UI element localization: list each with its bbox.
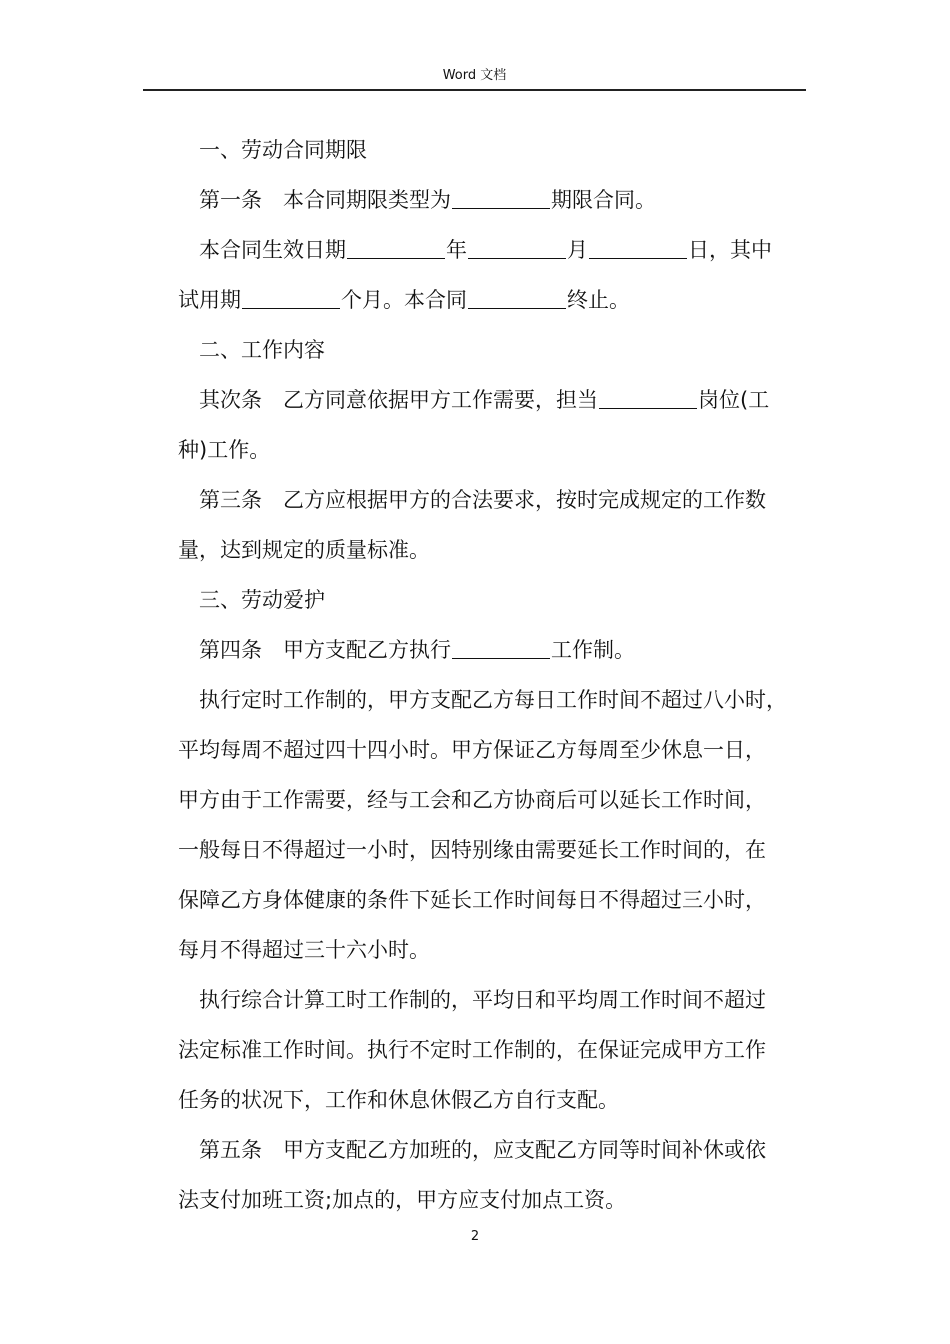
- fill-blank: [468, 238, 566, 259]
- paragraph-line: 每月不得超过三十六小时。: [178, 938, 430, 962]
- fill-blank: [589, 238, 687, 259]
- page-header: [143, 62, 806, 91]
- paragraph-line: 执行综合计算工时工作制的，平均日和平均周工作时间不超过: [199, 988, 766, 1012]
- article-2-line-1: 其次条 乙方同意依据甲方工作需要，担当 岗位(工: [199, 388, 770, 412]
- article-4-line-1: 第四条 甲方支配乙方执行 工作制。: [199, 638, 635, 662]
- paragraph-line: 保障乙方身体健康的条件下延长工作时间每日不得超过三小时，: [178, 888, 766, 912]
- page-number: 2: [470, 1229, 480, 1244]
- section-heading: 三、劳动爱护: [199, 588, 325, 612]
- fill-blank: [599, 388, 697, 409]
- fill-blank: [468, 288, 566, 309]
- fill-blank: [452, 638, 550, 659]
- article-1-line-2: 本合同生效日期 年 月 日，其中: [199, 238, 772, 262]
- header-title: Word 文档: [442, 68, 507, 83]
- fill-blank: [452, 188, 550, 209]
- paragraph-line: 法定标准工作时间。执行不定时工作制的，在保证完成甲方工作: [178, 1038, 766, 1062]
- section-heading: 一、劳动合同期限: [199, 138, 367, 162]
- article-2-line-2: 种)工作。: [178, 438, 271, 462]
- article-3-line-2: 量，达到规定的质量标准。: [178, 538, 430, 562]
- article-5-line-2: 法支付加班工资;加点的，甲方应支付加点工资。: [178, 1188, 627, 1212]
- section-heading: 二、工作内容: [199, 338, 325, 362]
- article-3-line-1: 第三条 乙方应根据甲方的合法要求，按时完成规定的工作数: [199, 488, 766, 512]
- fill-blank: [347, 238, 445, 259]
- fill-blank: [242, 288, 340, 309]
- article-5-line-1: 第五条 甲方支配乙方加班的，应支配乙方同等时间补休或依: [199, 1138, 766, 1162]
- paragraph-line: 任务的状况下，工作和休息休假乙方自行支配。: [178, 1088, 619, 1112]
- article-1-line-1: 第一条 本合同期限类型为 期限合同。: [199, 188, 656, 212]
- document-body: [178, 125, 808, 1225]
- paragraph-line: 一般每日不得超过一小时，因特别缘由需要延长工作时间的，在: [178, 838, 766, 862]
- paragraph-line: 执行定时工作制的，甲方支配乙方每日工作时间不超过八小时，: [199, 688, 787, 712]
- article-1-line-3: 试用期 个月。本合同 终止。: [178, 288, 630, 312]
- paragraph-line: 甲方由于工作需要，经与工会和乙方协商后可以延长工作时间，: [178, 788, 766, 812]
- paragraph-line: 平均每周不超过四十四小时。甲方保证乙方每周至少休息一日，: [178, 738, 766, 762]
